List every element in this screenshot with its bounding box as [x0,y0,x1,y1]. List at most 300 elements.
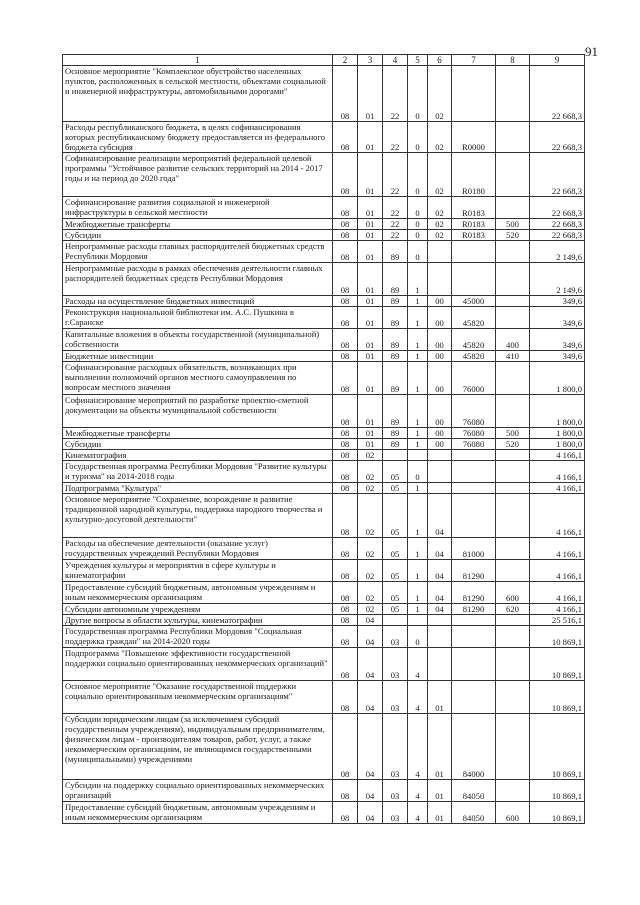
expense-name: Субсидии [63,230,333,241]
expense-name: Расходы на обеспечение деятельности (оказание услуг) государственных учреждений Республики Мордовия [63,538,333,560]
code-cell-c7: R0180 [452,153,496,197]
code-cell-c4: 89 [383,263,408,296]
code-cell-c4: 05 [383,538,408,560]
code-cell-c7: 81290 [452,582,496,604]
code-cell-c5: 1 [408,483,428,494]
code-cell-c8 [496,395,530,428]
code-cell-c6: 00 [428,307,452,329]
expense-name: Непрограммные расходы в рамках обеспечения деятельности главных распорядителей бюджетных средств Республики Мордовия [63,263,333,296]
table-row [63,230,585,241]
table-row [63,648,585,681]
code-cell-c5: 1 [408,582,428,604]
amount-cell: 349,6 [530,307,585,329]
column-header: 3 [358,55,383,66]
code-cell-c7 [452,450,496,461]
code-cell-c3: 04 [358,681,383,714]
code-cell-c4: 03 [383,714,408,780]
amount-cell: 2 149,6 [530,263,585,296]
code-cell-c8 [496,626,530,648]
expense-name: Софинансирование расходных обязательств, возникающих при выполнении полномочий органов местного самоуправления по вопросам местного значения [63,362,333,395]
expense-name: Субсидии [63,439,333,450]
code-cell-c2: 08 [333,395,358,428]
code-cell-c3: 02 [358,604,383,615]
code-cell-c7: 76080 [452,428,496,439]
code-cell-c8: 520 [496,230,530,241]
code-cell-c8 [496,66,530,122]
code-cell-c4: 05 [383,483,408,494]
code-cell-c3: 01 [358,439,383,450]
code-cell-c7 [452,681,496,714]
code-cell-c6: 02 [428,230,452,241]
code-cell-c7: 84000 [452,714,496,780]
code-cell-c2: 08 [333,604,358,615]
expense-name: Государственная программа Республики Мордовия "Социальная поддержка граждан" на 2014-2020 годы [63,626,333,648]
code-cell-c6: 04 [428,582,452,604]
code-cell-c3: 04 [358,802,383,824]
code-cell-c2: 08 [333,263,358,296]
code-cell-c5: 0 [408,197,428,219]
expense-name: Государственная программа Республики Мордовия "Развитие культуры и туризма" на 2014-2018 годы [63,461,333,483]
code-cell-c4: 22 [383,122,408,153]
code-cell-c5 [408,450,428,461]
table-row [63,439,585,450]
table-row [63,538,585,560]
table-row [63,582,585,604]
code-cell-c7 [452,483,496,494]
column-header: 1 [63,55,333,66]
code-cell-c7 [452,461,496,483]
code-cell-c4: 05 [383,494,408,538]
code-cell-c5: 0 [408,626,428,648]
code-cell-c5: 1 [408,604,428,615]
code-cell-c4: 89 [383,362,408,395]
code-cell-c5: 4 [408,648,428,681]
table-row [63,362,585,395]
code-cell-c5: 1 [408,538,428,560]
code-cell-c7: 45820 [452,351,496,362]
code-cell-c5: 4 [408,714,428,780]
code-cell-c6: 02 [428,153,452,197]
code-cell-c6 [428,450,452,461]
table-row [63,780,585,802]
amount-cell: 10 869,1 [530,802,585,824]
code-cell-c6: 00 [428,428,452,439]
code-cell-c6 [428,483,452,494]
code-cell-c6: 02 [428,219,452,230]
code-cell-c7 [452,263,496,296]
code-cell-c3: 01 [358,197,383,219]
code-cell-c8 [496,241,530,263]
code-cell-c8 [496,483,530,494]
expense-name: Софинансирование развития социальной и инженерной инфраструктуры в сельской местности [63,197,333,219]
amount-cell: 22 668,3 [530,66,585,122]
amount-cell: 22 668,3 [530,230,585,241]
code-cell-c8: 410 [496,351,530,362]
column-header: 8 [496,55,530,66]
code-cell-c4 [383,615,408,626]
code-cell-c7: 76080 [452,439,496,450]
column-header: 9 [530,55,585,66]
expense-name: Субсидии на поддержку социально ориентированных некоммерческих организаций [63,780,333,802]
table-row [63,219,585,230]
code-cell-c2: 08 [333,439,358,450]
amount-cell: 10 869,1 [530,648,585,681]
code-cell-c5: 1 [408,263,428,296]
expense-name: Основное мероприятие "Сохранение, возрождение и развитие традиционной народной культуры, поддержка народного творчества и культурно-досуговой деятельности" [63,494,333,538]
code-cell-c7 [452,648,496,681]
code-cell-c5: 1 [408,494,428,538]
code-cell-c3: 01 [358,219,383,230]
table-row [63,604,585,615]
code-cell-c2: 08 [333,538,358,560]
code-cell-c5: 0 [408,153,428,197]
code-cell-c6 [428,615,452,626]
amount-cell: 1 800,0 [530,439,585,450]
code-cell-c3: 02 [358,494,383,538]
code-cell-c6: 00 [428,395,452,428]
code-cell-c2: 08 [333,66,358,122]
code-cell-c6: 00 [428,362,452,395]
code-cell-c4: 89 [383,395,408,428]
table-row [63,296,585,307]
column-header: 6 [428,55,452,66]
code-cell-c2: 08 [333,329,358,351]
code-cell-c5: 1 [408,428,428,439]
amount-cell: 22 668,3 [530,219,585,230]
amount-cell: 10 869,1 [530,681,585,714]
amount-cell: 4 166,1 [530,538,585,560]
code-cell-c5: 0 [408,66,428,122]
code-cell-c6 [428,648,452,681]
code-cell-c4: 22 [383,66,408,122]
code-cell-c3: 01 [358,122,383,153]
code-cell-c7: 45820 [452,307,496,329]
amount-cell: 4 166,1 [530,483,585,494]
code-cell-c2: 08 [333,494,358,538]
table-row [63,122,585,153]
code-cell-c7: 81000 [452,538,496,560]
code-cell-c5: 0 [408,230,428,241]
amount-cell: 22 668,3 [530,197,585,219]
code-cell-c6: 00 [428,439,452,450]
code-cell-c4: 89 [383,296,408,307]
code-cell-c5 [408,615,428,626]
code-cell-c3: 01 [358,241,383,263]
code-cell-c3: 01 [358,351,383,362]
code-cell-c4: 89 [383,329,408,351]
header-row [63,55,585,66]
amount-cell: 22 668,3 [530,153,585,197]
code-cell-c5: 1 [408,329,428,351]
code-cell-c6 [428,263,452,296]
table-row [63,626,585,648]
code-cell-c2: 08 [333,230,358,241]
table-row [63,351,585,362]
code-cell-c7: R0183 [452,219,496,230]
code-cell-c7: 81290 [452,560,496,582]
code-cell-c8 [496,307,530,329]
code-cell-c6: 01 [428,681,452,714]
code-cell-c8 [496,494,530,538]
expense-name: Расходы на осуществление бюджетных инвестиций [63,296,333,307]
expense-name: Подпрограмма "Культура" [63,483,333,494]
expense-name: Кинематография [63,450,333,461]
code-cell-c2: 08 [333,296,358,307]
code-cell-c8 [496,681,530,714]
code-cell-c3: 01 [358,307,383,329]
code-cell-c6: 00 [428,329,452,351]
code-cell-c4 [383,450,408,461]
code-cell-c7: 45000 [452,296,496,307]
code-cell-c3: 02 [358,538,383,560]
amount-cell: 22 668,3 [530,122,585,153]
code-cell-c7: R0183 [452,197,496,219]
code-cell-c7: 84050 [452,780,496,802]
table-row [63,450,585,461]
table-row [63,714,585,780]
code-cell-c7: 84050 [452,802,496,824]
amount-cell: 2 149,6 [530,241,585,263]
table-row [63,560,585,582]
code-cell-c5: 1 [408,296,428,307]
code-cell-c4: 89 [383,307,408,329]
code-cell-c4: 89 [383,439,408,450]
code-cell-c5: 4 [408,681,428,714]
code-cell-c8 [496,538,530,560]
code-cell-c6: 04 [428,494,452,538]
table-row [63,329,585,351]
code-cell-c2: 08 [333,362,358,395]
expense-name: Расходы республиканского бюджета, в целях софинансирования которых республиканскому бюджету предоставляется из федерального бюджета субсидия [63,122,333,153]
amount-cell: 349,6 [530,351,585,362]
code-cell-c2: 08 [333,714,358,780]
code-cell-c8 [496,362,530,395]
expense-name: Субсидии автономным учреждениям [63,604,333,615]
code-cell-c6 [428,461,452,483]
code-cell-c6: 01 [428,780,452,802]
code-cell-c2: 08 [333,780,358,802]
code-cell-c6: 04 [428,538,452,560]
page-number: 91 [585,44,598,59]
code-cell-c4: 05 [383,461,408,483]
code-cell-c5: 1 [408,351,428,362]
code-cell-c5: 1 [408,560,428,582]
code-cell-c3: 04 [358,615,383,626]
column-header: 4 [383,55,408,66]
code-cell-c3: 02 [358,450,383,461]
code-cell-c6: 04 [428,560,452,582]
code-cell-c8 [496,780,530,802]
code-cell-c4: 05 [383,560,408,582]
amount-cell: 1 800,0 [530,428,585,439]
code-cell-c4: 22 [383,197,408,219]
code-cell-c3: 01 [358,428,383,439]
code-cell-c4: 22 [383,153,408,197]
code-cell-c8: 400 [496,329,530,351]
code-cell-c3: 04 [358,780,383,802]
code-cell-c4: 05 [383,582,408,604]
table-row [63,615,585,626]
code-cell-c8 [496,461,530,483]
code-cell-c8 [496,263,530,296]
code-cell-c4: 03 [383,802,408,824]
amount-cell: 10 869,1 [530,780,585,802]
code-cell-c3: 04 [358,626,383,648]
code-cell-c8: 600 [496,802,530,824]
code-cell-c2: 08 [333,122,358,153]
code-cell-c8 [496,197,530,219]
expense-name: Учреждения культуры и мероприятия в сфере культуры и кинематографии [63,560,333,582]
table-row [63,681,585,714]
code-cell-c2: 08 [333,153,358,197]
expense-name: Подпрограмма "Повышение эффективности государственной поддержки социально ориентированных некоммерческих организаций" [63,648,333,681]
code-cell-c2: 08 [333,351,358,362]
code-cell-c2: 08 [333,428,358,439]
code-cell-c8: 520 [496,439,530,450]
code-cell-c5: 0 [408,122,428,153]
code-cell-c2: 08 [333,802,358,824]
code-cell-c6: 02 [428,197,452,219]
code-cell-c6 [428,626,452,648]
code-cell-c7: 76080 [452,395,496,428]
amount-cell: 349,6 [530,296,585,307]
table-row [63,395,585,428]
code-cell-c5: 4 [408,802,428,824]
code-cell-c6: 01 [428,802,452,824]
expense-name: Субсидии юридическим лицам (за исключением субсидий государственным учреждениям), индивидуальным предпринимателям, физическим лицам - производителям товаров, работ, услуг, а также некоммерческим организациям, не являющимся государственными (муниципальными) учреждениями [63,714,333,780]
expense-name: Софинансирование мероприятий по разработке проектно-сметной документации на объекты муниципальной собственности [63,395,333,428]
code-cell-c8 [496,560,530,582]
table-row [63,461,585,483]
code-cell-c3: 01 [358,66,383,122]
code-cell-c8 [496,648,530,681]
code-cell-c8: 500 [496,219,530,230]
amount-cell: 4 166,1 [530,450,585,461]
amount-cell: 4 166,1 [530,461,585,483]
code-cell-c2: 08 [333,197,358,219]
code-cell-c4: 89 [383,241,408,263]
code-cell-c7: 81290 [452,604,496,615]
code-cell-c2: 08 [333,483,358,494]
code-cell-c4: 03 [383,626,408,648]
code-cell-c5: 0 [408,241,428,263]
code-cell-c3: 02 [358,560,383,582]
budget-table [62,54,585,824]
code-cell-c4: 03 [383,648,408,681]
code-cell-c4: 03 [383,780,408,802]
code-cell-c7 [452,241,496,263]
code-cell-c3: 01 [358,153,383,197]
column-header: 5 [408,55,428,66]
code-cell-c3: 01 [358,230,383,241]
table-row [63,307,585,329]
code-cell-c6: 04 [428,604,452,615]
code-cell-c4: 22 [383,219,408,230]
code-cell-c5: 1 [408,362,428,395]
code-cell-c7 [452,494,496,538]
code-cell-c5: 1 [408,439,428,450]
code-cell-c5: 0 [408,219,428,230]
code-cell-c5: 4 [408,780,428,802]
table-row [63,66,585,122]
code-cell-c2: 08 [333,450,358,461]
code-cell-c3: 02 [358,483,383,494]
code-cell-c8 [496,153,530,197]
code-cell-c2: 08 [333,461,358,483]
code-cell-c5: 1 [408,307,428,329]
code-cell-c3: 04 [358,648,383,681]
code-cell-c4: 22 [383,230,408,241]
amount-cell: 10 869,1 [530,626,585,648]
code-cell-c2: 08 [333,615,358,626]
code-cell-c2: 08 [333,241,358,263]
code-cell-c2: 08 [333,681,358,714]
code-cell-c3: 02 [358,461,383,483]
code-cell-c6: 02 [428,66,452,122]
code-cell-c3: 01 [358,296,383,307]
code-cell-c7 [452,626,496,648]
code-cell-c3: 02 [358,582,383,604]
code-cell-c8: 500 [496,428,530,439]
code-cell-c2: 08 [333,307,358,329]
expense-name: Межбюджетные трансферты [63,428,333,439]
amount-cell: 4 166,1 [530,560,585,582]
amount-cell: 349,6 [530,329,585,351]
code-cell-c3: 01 [358,362,383,395]
code-cell-c2: 08 [333,582,358,604]
amount-cell: 10 869,1 [530,714,585,780]
code-cell-c4: 03 [383,681,408,714]
code-cell-c6: 00 [428,351,452,362]
code-cell-c6 [428,241,452,263]
expense-name: Капитальные вложения в объекты государственной (муниципальной) собственности [63,329,333,351]
expense-name: Предоставление субсидий бюджетным, автономным учреждениям и иным некоммерческим организациям [63,582,333,604]
expense-name: Межбюджетные трансферты [63,219,333,230]
expense-name: Бюджетные инвестиции [63,351,333,362]
code-cell-c8 [496,122,530,153]
expense-name: Предоставление субсидий бюджетным, автономным учреждениям и иным некоммерческим организациям [63,802,333,824]
amount-cell: 1 800,0 [530,362,585,395]
amount-cell: 4 166,1 [530,604,585,615]
code-cell-c6: 00 [428,296,452,307]
code-cell-c4: 05 [383,604,408,615]
table-row [63,802,585,824]
code-cell-c8 [496,615,530,626]
code-cell-c7 [452,615,496,626]
amount-cell: 1 800,0 [530,395,585,428]
code-cell-c2: 08 [333,560,358,582]
table-row [63,428,585,439]
code-cell-c3: 04 [358,714,383,780]
code-cell-c3: 01 [358,395,383,428]
table-row [63,483,585,494]
expense-name: Основное мероприятие "Комплексное обустройство населенных пунктов, расположенных в сельской местности, объектами социальной и инженерной инфраструктуры, автомобильными дорогами" [63,66,333,122]
code-cell-c3: 01 [358,329,383,351]
code-cell-c5: 0 [408,461,428,483]
expense-name: Другие вопросы в области культуры, кинематографии [63,615,333,626]
code-cell-c6: 01 [428,714,452,780]
expense-name: Реконструкция национальной библиотеки им. А.С. Пушкина в г.Саранске [63,307,333,329]
amount-cell: 4 166,1 [530,494,585,538]
code-cell-c7: 76000 [452,362,496,395]
code-cell-c6: 02 [428,122,452,153]
table-row [63,263,585,296]
code-cell-c8: 620 [496,604,530,615]
amount-cell: 25 516,1 [530,615,585,626]
code-cell-c2: 08 [333,626,358,648]
code-cell-c8 [496,450,530,461]
expense-name: Основное мероприятие "Оказание государственной поддержки социально ориентированным некоммерческим организациям" [63,681,333,714]
